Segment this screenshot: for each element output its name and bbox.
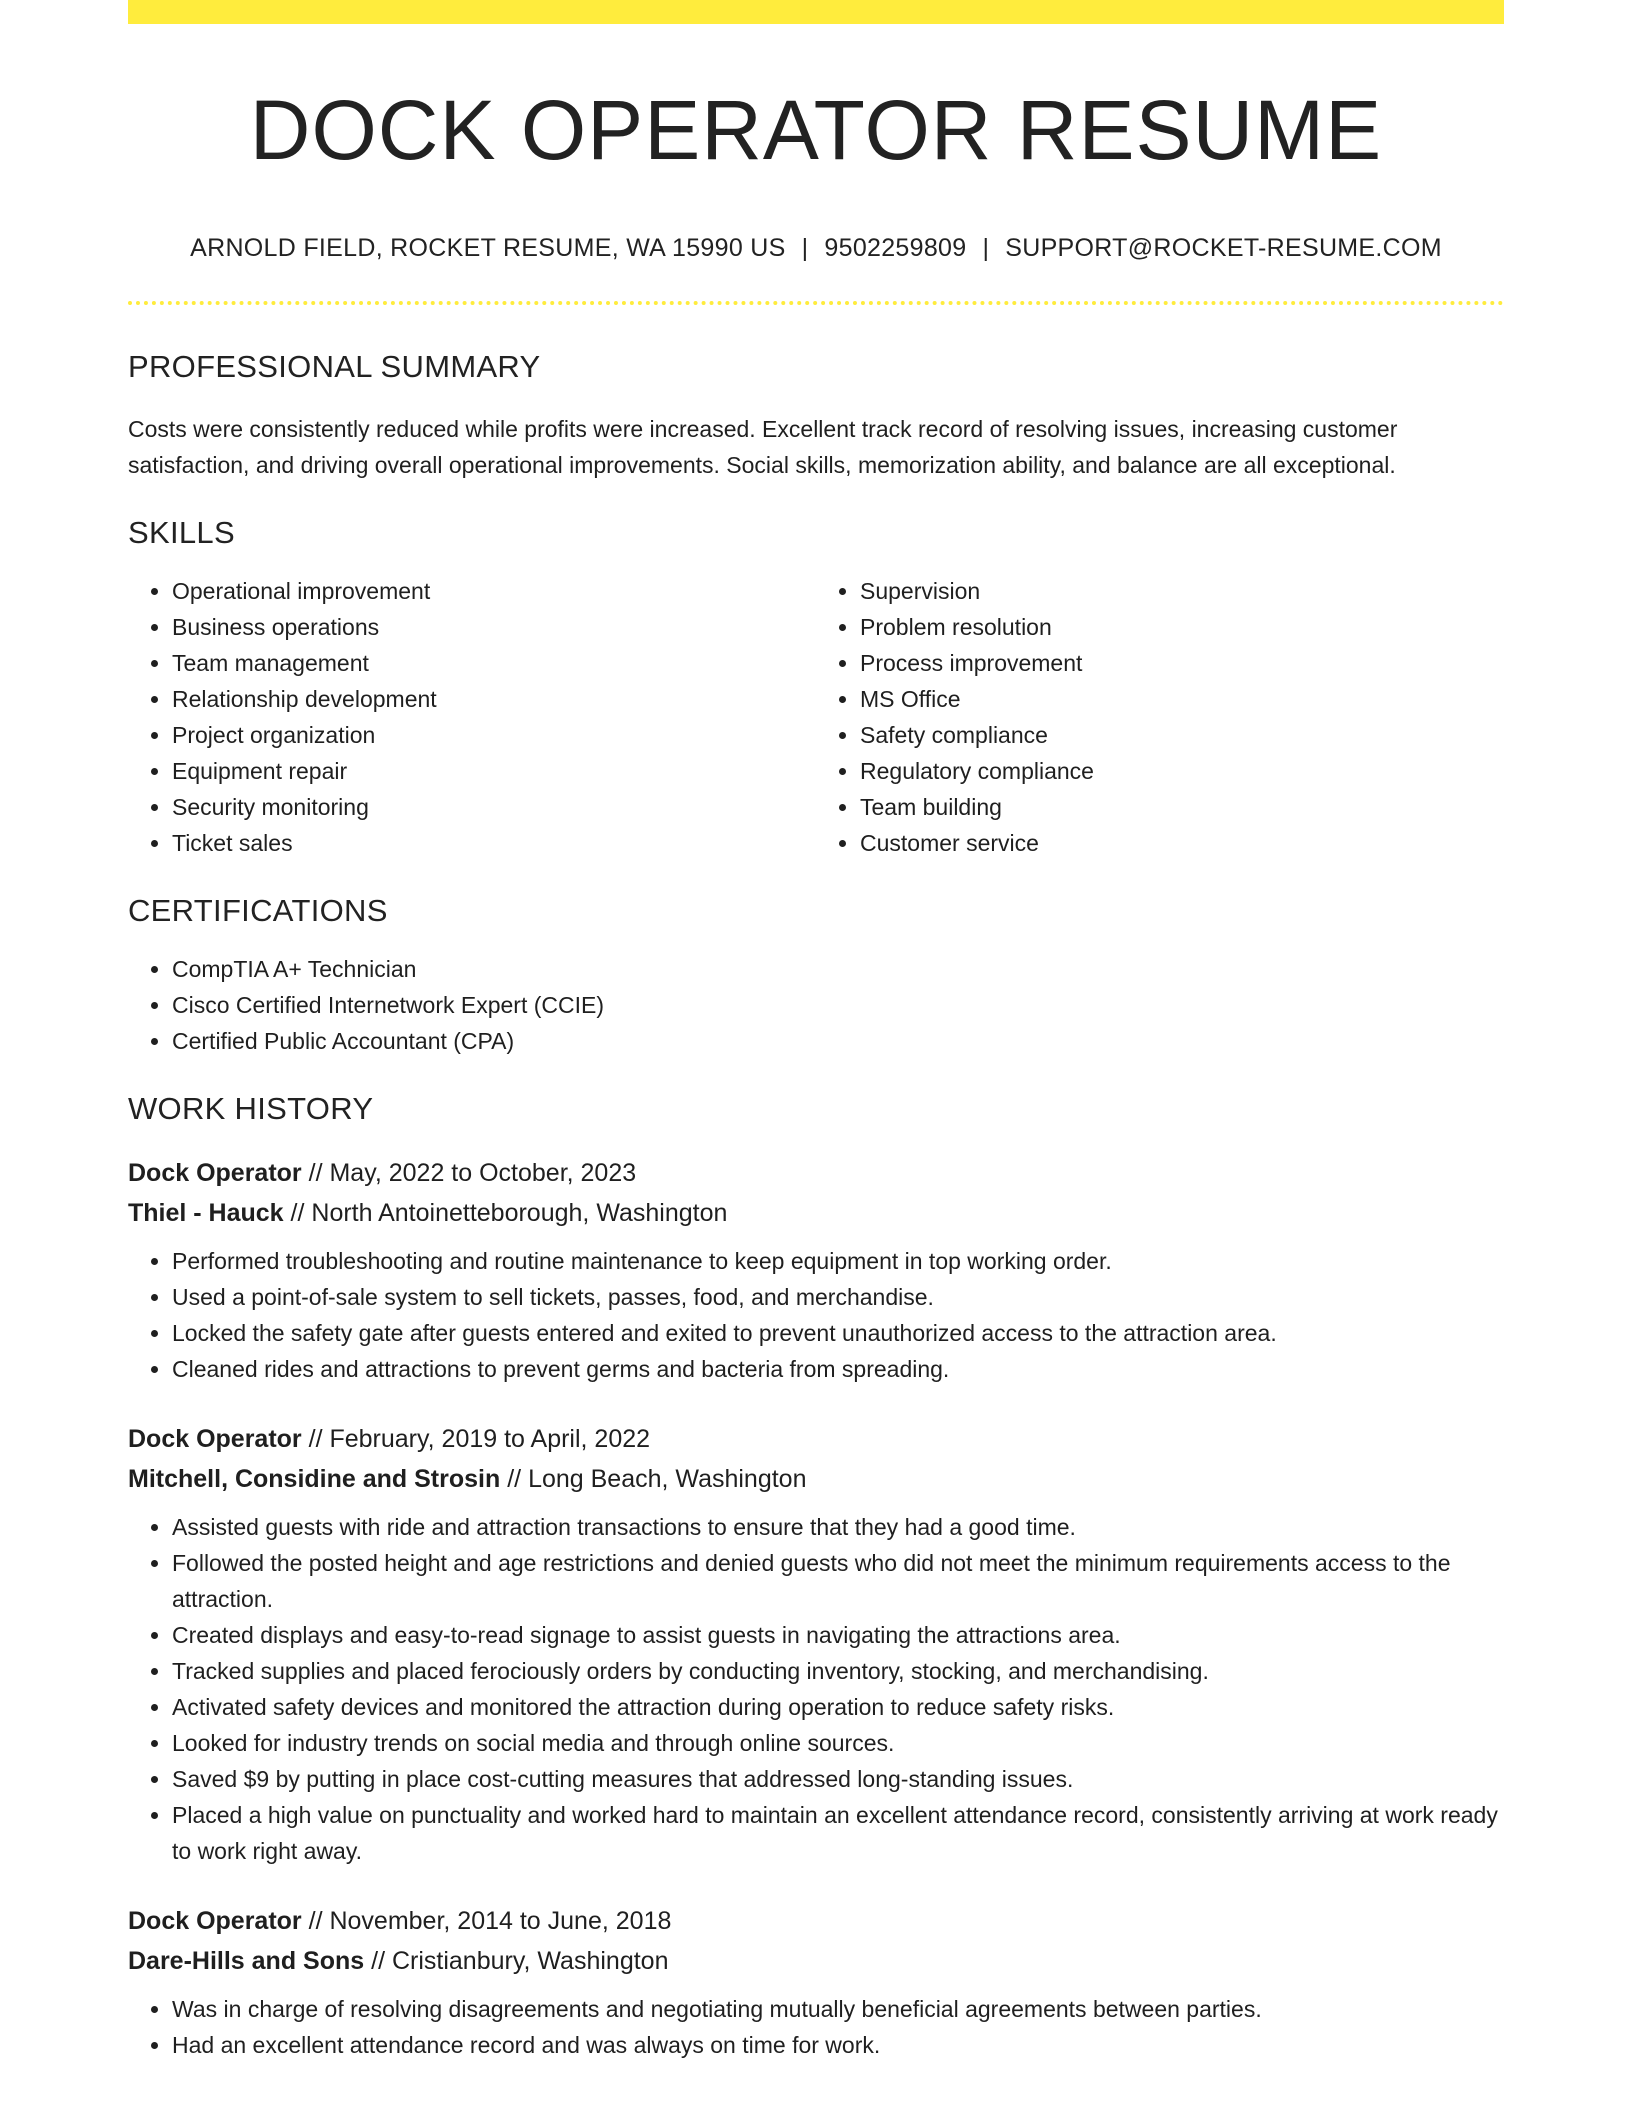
list-item: • Team management (172, 645, 816, 681)
job-dates: May, 2022 to October, 2023 (329, 1159, 637, 1188)
list-item: • Business operations (172, 609, 816, 645)
job-title: Dock Operator (128, 1907, 302, 1936)
list-item: • Looked for industry trends on social media and through online sources. (172, 1725, 1504, 1761)
list-item: • Locked the safety gate after guests entered and exited to prevent unauthorized access to the attraction area. (172, 1315, 1504, 1351)
list-item: • Security monitoring (172, 789, 816, 825)
job-separator: // (301, 1425, 330, 1454)
job-dates: February, 2019 to April, 2022 (329, 1425, 651, 1454)
work-history-heading: WORK HISTORY (128, 1091, 374, 1127)
job-title-line (128, 1901, 1504, 1941)
summary-text: Costs were consistently reduced while profits were increased. Excellent track record of resolving issues, increasing customer satisfaction, and driving overall operational improvements. Social skills, memorization ability, and balance are all exceptional. (128, 416, 1398, 479)
list-item: • Customer service (860, 825, 1504, 861)
job-title: Dock Operator (128, 1425, 302, 1454)
job-separator: // (364, 1947, 392, 1976)
contact-email: SUPPORT@ROCKET-RESUME.COM (1005, 234, 1442, 263)
job-separator: // (301, 1907, 330, 1936)
job-separator: // (500, 1465, 529, 1494)
list-item: • Problem resolution (860, 609, 1504, 645)
list-item: • Supervision (860, 573, 1504, 609)
skills-section (128, 515, 1504, 861)
job-company: Thiel - Hauck (128, 1199, 284, 1228)
list-item: • CompTIA A+ Technician (172, 951, 1504, 987)
list-item: • Operational improvement (172, 573, 816, 609)
certifications-heading: CERTIFICATIONS (128, 893, 388, 929)
skills-heading: SKILLS (128, 515, 235, 551)
list-item: • Team building (860, 789, 1504, 825)
contact-separator: | (982, 234, 990, 263)
job-bullets (128, 1509, 1504, 1869)
list-item: • Cisco Certified Internetwork Expert (CCIE) (172, 987, 1504, 1023)
resume-page (128, 0, 1504, 2063)
list-item: • Was in charge of resolving disagreements and negotiating mutually beneficial agreements between parties. (172, 1991, 1504, 2027)
jobs-container (128, 1153, 1504, 2063)
list-item: • Tracked supplies and placed ferociously orders by conducting inventory, stocking, and merchandising. (172, 1653, 1504, 1689)
skills-grid (128, 551, 1504, 861)
job-company-line (128, 1193, 1504, 1233)
dotted-divider (128, 301, 1504, 305)
list-item: • Ticket sales (172, 825, 816, 861)
skills-list-left (128, 573, 816, 861)
contact-address: ARNOLD FIELD, ROCKET RESUME, WA 15990 US (190, 234, 786, 263)
accent-top-bar (128, 0, 1504, 24)
list-item: • Process improvement (860, 645, 1504, 681)
job-dates: November, 2014 to June, 2018 (329, 1907, 672, 1936)
summary-section (128, 349, 1504, 483)
job-bullets (128, 1991, 1504, 2063)
list-item: • Saved $9 by putting in place cost-cutting measures that addressed long-standing issues. (172, 1761, 1504, 1797)
list-item: • Relationship development (172, 681, 816, 717)
summary-heading: PROFESSIONAL SUMMARY (128, 349, 541, 385)
list-item: • Created displays and easy-to-read signage to assist guests in navigating the attractions area. (172, 1617, 1504, 1653)
job-company-line (128, 1459, 1504, 1499)
list-item: • Activated safety devices and monitored the attraction during operation to reduce safety risks. (172, 1689, 1504, 1725)
job-location: Long Beach, Washington (528, 1465, 807, 1494)
job-entry (128, 1419, 1504, 1869)
contact-line (128, 234, 1504, 263)
contact-separator: | (801, 234, 809, 263)
job-location: Cristianbury, Washington (391, 1947, 669, 1976)
list-item: • MS Office (860, 681, 1504, 717)
job-separator: // (283, 1199, 312, 1228)
list-item: • Placed a high value on punctuality and worked hard to maintain an excellent attendance record, consistently arriving at work ready to work right away. (172, 1797, 1504, 1869)
list-item: • Assisted guests with ride and attraction transactions to ensure that they had a good time. (172, 1509, 1504, 1545)
job-title-line (128, 1419, 1504, 1459)
work-history-section (128, 1091, 1504, 2063)
certifications-list (128, 951, 1504, 1059)
job-separator: // (301, 1159, 330, 1188)
job-location: North Antoinetteborough, Washington (311, 1199, 728, 1228)
job-company-line (128, 1941, 1504, 1981)
job-title-line (128, 1153, 1504, 1193)
job-bullets (128, 1243, 1504, 1387)
list-item: • Safety compliance (860, 717, 1504, 753)
list-item: • Used a point-of-sale system to sell tickets, passes, food, and merchandise. (172, 1279, 1504, 1315)
list-item: • Followed the posted height and age restrictions and denied guests who did not meet the minimum requirements access to the attraction. (172, 1545, 1504, 1617)
list-item: • Project organization (172, 717, 816, 753)
list-item: • Equipment repair (172, 753, 816, 789)
list-item: • Regulatory compliance (860, 753, 1504, 789)
list-item: • Had an excellent attendance record and was always on time for work. (172, 2027, 1504, 2063)
skills-list-right (816, 573, 1504, 861)
job-company: Mitchell, Considine and Strosin (128, 1465, 501, 1494)
list-item: • Cleaned rides and attractions to prevent germs and bacteria from spreading. (172, 1351, 1504, 1387)
job-company: Dare-Hills and Sons (128, 1947, 365, 1976)
job-entry (128, 1901, 1504, 2063)
job-title: Dock Operator (128, 1159, 302, 1188)
list-item: • Certified Public Accountant (CPA) (172, 1023, 1504, 1059)
contact-phone: 9502259809 (824, 234, 967, 263)
page-title: DOCK OPERATOR RESUME (249, 83, 1383, 177)
job-entry (128, 1153, 1504, 1387)
certifications-section (128, 893, 1504, 1059)
list-item: • Performed troubleshooting and routine maintenance to keep equipment in top working order. (172, 1243, 1504, 1279)
